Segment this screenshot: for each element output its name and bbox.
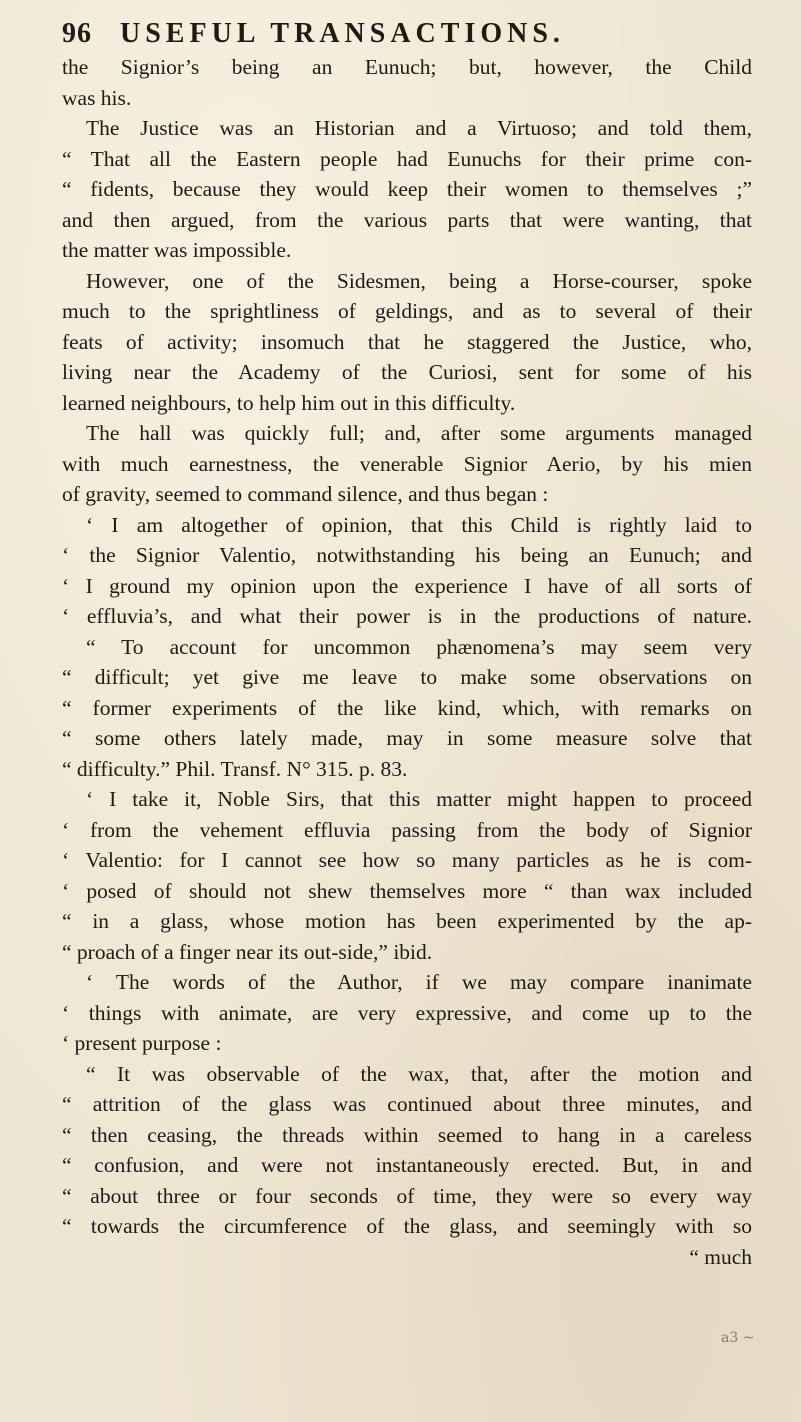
text-line: ‘ I ground my opinion upon the experience I have of all sorts of <box>62 573 752 598</box>
text-line: ‘ Valentio: for I cannot see how so many particles as he is com- <box>62 848 752 872</box>
text-line: the Signior’s being an Eunuch; but, however, the Child <box>62 55 752 79</box>
text-line: ‘ I take it, Noble Sirs, that this matter might happen to proceed <box>86 787 752 811</box>
text-line: ‘ present purpose : <box>62 1031 222 1055</box>
text-line: “ much <box>689 1244 752 1269</box>
text-line: “ attrition of the glass was continued about three minutes, and <box>62 1092 752 1116</box>
text-line: “ about three or four seconds of time, they were so every way <box>62 1183 752 1208</box>
text-line: “ former experiments of the like kind, which, with remarks on <box>62 695 752 720</box>
text-line: with much earnestness, the venerable Signior Aerio, by his mien <box>62 451 752 476</box>
text-line: The Justice was an Historian and a Virtuoso; and told them, <box>86 116 752 140</box>
text-line: “ towards the circumference of the glass, and seemingly with so <box>62 1214 752 1238</box>
text-line: The hall was quickly full; and, after some arguments managed <box>86 421 752 445</box>
text-line: “ That all the Eastern people had Eunuchs for their prime con- <box>62 146 752 171</box>
page-number: 96 <box>62 18 92 49</box>
text-line: However, one of the Sidesmen, being a Horse-courser, spoke <box>86 268 752 293</box>
text-line: “ It was observable of the wax, that, after the motion and <box>86 1061 752 1086</box>
text-line: was his. <box>62 85 132 110</box>
text-line: “ confusion, and were not instantaneously erected. But, in and <box>62 1153 752 1177</box>
text-line: of gravity, seemed to command silence, and thus began : <box>62 482 549 506</box>
text-line: ‘ posed of should not shew themselves more “ than wax included <box>62 878 752 903</box>
text-line: the matter was impossible. <box>62 238 292 262</box>
text-line: “ proach of a finger near its out-side,” ibid. <box>62 939 433 964</box>
text-line: ‘ The words of the Author, if we may compare inanimate <box>86 970 752 994</box>
text-line: ‘ I am altogether of opinion, that this Child is rightly laid to <box>86 512 752 537</box>
text-line: “ then ceasing, the threads within seemed to hang in a careless <box>62 1122 752 1147</box>
text-line: “ To account for uncommon phænomena’s may seem very <box>86 634 752 659</box>
text-line: feats of activity; insomuch that he staggered the Justice, who, <box>62 329 752 354</box>
page-header <box>62 14 752 54</box>
text-line: ‘ effluvia’s, and what their power is in the productions of nature. <box>62 604 752 628</box>
text-line: much to the sprightliness of geldings, and as to several of their <box>62 299 752 323</box>
text-line: learned neighbours, to help him out in this difficulty. <box>62 390 516 415</box>
text-line: ‘ things with animate, are very expressive, and come up to the <box>62 1000 752 1025</box>
text-line: “ difficulty.” Phil. Transf. N° 315. p. 83. <box>62 756 408 781</box>
body-text <box>62 52 752 1272</box>
text-line: ‘ the Signior Valentio, notwithstanding his being an Eunuch; and <box>62 543 752 567</box>
text-line: ‘ from the vehement effluvia passing from the body of Signior <box>62 817 752 842</box>
text-line: “ in a glass, whose motion has been experimented by the ap- <box>62 909 752 933</box>
text-line: “ some others lately made, may in some measure solve that <box>62 726 752 750</box>
text-line: “ fidents, because they would keep their women to themselves ;” <box>62 177 752 201</box>
running-head: USEFUL TRANSACTIONS. <box>120 18 565 49</box>
text-line: “ difficult; yet give me leave to make some observations on <box>62 665 752 689</box>
text-line: and then argued, from the various parts that were wanting, that <box>62 207 752 232</box>
footer-mark: a3 ~ <box>721 1330 755 1346</box>
text-line: living near the Academy of the Curiosi, sent for some of his <box>62 360 752 384</box>
